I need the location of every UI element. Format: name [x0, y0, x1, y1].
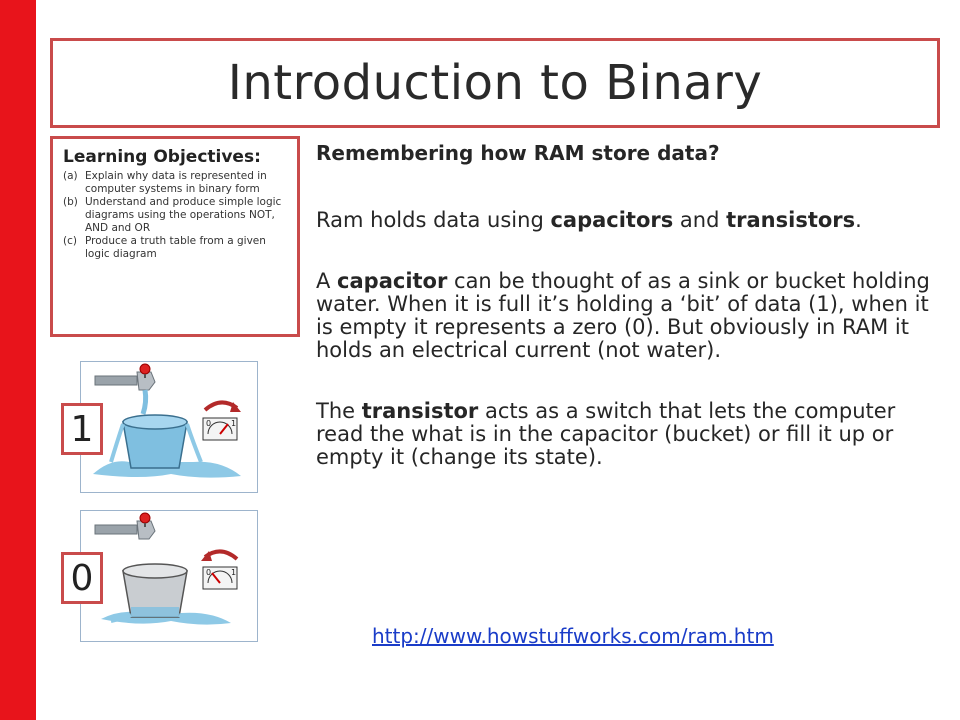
binary-zero-label: 0 [61, 552, 103, 604]
text-span: acts as a switch that lets the computer read the what is in the capacitor (bucket) or fill it up or empty it (change its state). [316, 399, 896, 469]
paragraph-ram [316, 209, 936, 232]
text-span: The [316, 399, 362, 423]
objective-marker: (a) [63, 170, 78, 182]
empty-bucket-illustration [80, 510, 258, 642]
main-text [316, 142, 936, 469]
body-heading: Remembering how RAM store data? [316, 141, 720, 165]
objective-marker: (b) [63, 196, 78, 208]
objectives-heading: Learning Objectives: [63, 147, 261, 167]
left-accent-bar [0, 0, 36, 720]
objective-text: Produce a truth table from a given logic diagram [85, 235, 266, 260]
paragraph-transistor [316, 400, 936, 469]
objective-text: Explain why data is represented in computer systems in binary form [85, 170, 267, 195]
slide-title: Introduction to Binary [227, 55, 763, 111]
text-span: can be thought of as a sink or bucket holding water. When it is full it’s holding a ‘bit’ of data (1), when it is empty it represents a zero (0). But obviously in RAM it holds an electrical current (not water). [316, 269, 930, 362]
term-transistors: transistors [726, 208, 856, 232]
term-capacitor: capacitor [337, 269, 448, 293]
howstuffworks-link[interactable]: http://www.howstuffworks.com/ram.htm [372, 624, 774, 648]
objective-marker: (c) [63, 235, 77, 247]
full-bucket-illustration [80, 361, 258, 493]
term-capacitors: capacitors [550, 208, 674, 232]
text-span: . [855, 208, 862, 232]
title-box [50, 38, 940, 128]
term-transistor: transistor [361, 399, 479, 423]
objective-item [63, 235, 287, 261]
gauge-zero-label: 0 [206, 419, 212, 428]
objective-item [63, 170, 287, 196]
learning-objectives-box [50, 136, 300, 337]
text-span: A [316, 269, 338, 293]
objectives-list [63, 170, 287, 261]
objective-item [63, 196, 287, 235]
binary-one-label: 1 [61, 403, 103, 455]
gauge-one-label: 1 [231, 419, 237, 428]
text-span: and [673, 208, 727, 232]
objective-text: Understand and produce simple logic diagrams using the operations NOT, AND and OR [85, 196, 282, 234]
gauge-one-label: 1 [231, 568, 237, 577]
text-span: Ram holds data using [316, 208, 551, 232]
gauge-zero-label: 0 [206, 568, 212, 577]
paragraph-capacitor [316, 270, 936, 362]
